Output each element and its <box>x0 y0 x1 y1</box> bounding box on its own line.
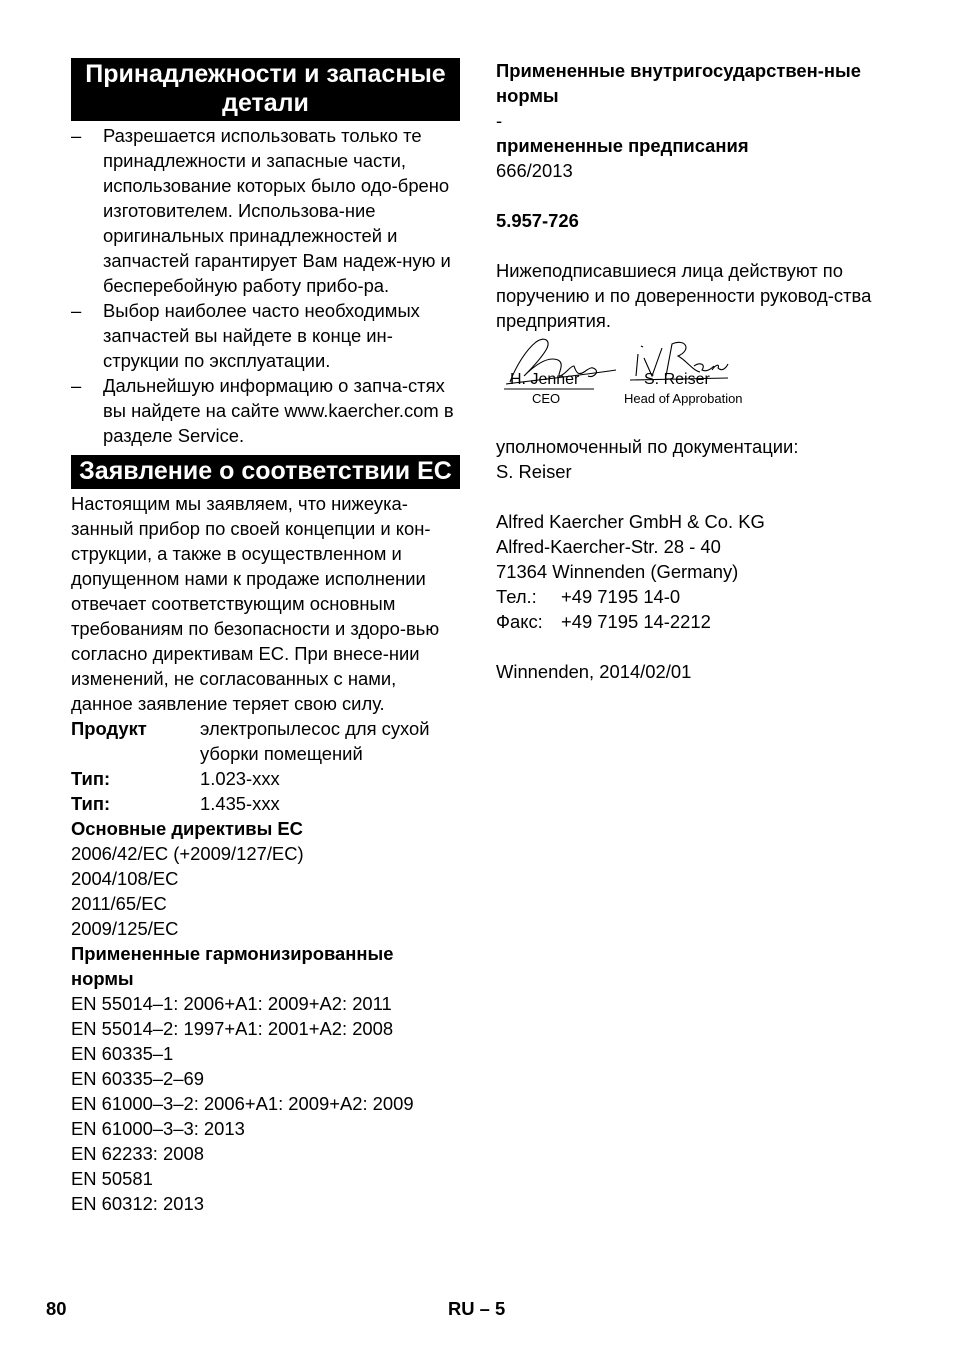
list-item-text: Разрешается использовать только те принадлежности и запасные части, использование которых было одо-брено изготовителем. Использова-ние оригинальных принадлежностей и запчастей гарантирует Вам надеж-ную и бесперебойную работу прибо-ра. <box>103 125 451 296</box>
spacer <box>496 233 896 258</box>
declaration-heading: Заявление о соответствии ЕС <box>71 455 460 489</box>
list-item <box>71 123 460 298</box>
fax-row <box>496 609 896 634</box>
norm-item: EN 55014–2: 1997+A1: 2001+A2: 2008 <box>71 1018 394 1039</box>
document-number: 5.957-726 <box>496 210 579 231</box>
signatories-text: Нижеподписавшиеся лица действуют по поручению и по доверенности руковод-ства предприятия. <box>496 260 872 331</box>
norm-item: EN 50581 <box>71 1168 153 1189</box>
product-value: электропылесос для сухой уборки помещений <box>200 718 430 764</box>
norm-item: EN 60335–1 <box>71 1043 174 1064</box>
list-item <box>71 298 460 373</box>
directive-item: 2011/65/EC <box>71 893 167 914</box>
company-name: Alfred Kaercher GmbH & Co. KG <box>496 511 765 532</box>
spacer <box>496 183 896 208</box>
directive-item: 2004/108/EC <box>71 868 179 889</box>
norm-item: EN 55014–1: 2006+A1: 2009+A2: 2011 <box>71 993 392 1014</box>
type-row <box>71 766 460 791</box>
type-row <box>71 791 460 816</box>
phone-value: +49 7195 14-0 <box>561 586 681 607</box>
signer-1-role: CEO <box>532 391 561 406</box>
signer-2-name: S. Reiser <box>644 371 710 388</box>
signer-1-name: H. Jenner <box>510 371 580 388</box>
authorized-label: уполномоченный по документации: <box>496 436 799 457</box>
company-city: 71364 Winnenden (Germany) <box>496 561 739 582</box>
accessories-heading: Принадлежности и запасные детали <box>71 58 460 121</box>
phone-label: Тел.: <box>496 586 537 607</box>
phone-row <box>496 584 896 609</box>
national-norms-value: - <box>496 110 503 131</box>
declaration-intro: Настоящим мы заявляем, что нижеука-занный прибор по своей концепции и кон-струкции, а также в осуществленном и допущенном нами к продаже исполнении отвечает соответствующим основным требованиям по безопасности и здоро-вью согласно директивам ЕС. При внесе-нии изменений, не согласованных с нами, данное заявление теряет свою силу. <box>71 493 440 714</box>
type-label: Тип: <box>71 793 111 814</box>
place-date: Winnenden, 2014/02/01 <box>496 661 692 682</box>
directive-item: 2009/125/EC <box>71 918 179 939</box>
norm-item: EN 61000–3–2: 2006+A1: 2009+A2: 2009 <box>71 1093 414 1114</box>
page-number: 80 <box>46 1298 67 1319</box>
right-column <box>496 58 896 684</box>
regulations-label: примененные предписания <box>496 135 749 156</box>
directive-item: 2006/42/EC (+2009/127/EC) <box>71 843 304 864</box>
norm-item: EN 60335–2–69 <box>71 1068 204 1089</box>
dash-marker: – <box>71 375 82 396</box>
left-column <box>71 58 460 1216</box>
directives-label: Основные директивы ЕС <box>71 818 303 839</box>
spacer <box>496 634 896 659</box>
product-row <box>71 716 460 766</box>
harmonized-label: Примененные гармонизированные нормы <box>71 943 394 989</box>
accessories-list <box>71 123 460 448</box>
list-item-text: Выбор наиболее часто необходимых запчастей вы найдете в конце ин-струкции по эксплуатации. <box>103 300 420 371</box>
fax-value: +49 7195 14-2212 <box>561 611 711 632</box>
national-norms-label: Примененные внутригосударствен-ные нормы <box>496 60 861 106</box>
authorized-name: S. Reiser <box>496 461 572 482</box>
regulations-value: 666/2013 <box>496 160 573 181</box>
list-item-text: Дальнейшую информацию о запча-стях вы найдете на сайте www.kaercher.com в разделе Service. <box>103 375 454 446</box>
type-value: 1.435-xxx <box>200 793 280 814</box>
dash-marker: – <box>71 300 82 321</box>
company-street: Alfred-Kaercher-Str. 28 - 40 <box>496 536 721 557</box>
norm-item: EN 62233: 2008 <box>71 1143 204 1164</box>
product-label: Продукт <box>71 718 147 739</box>
norm-item: EN 60312: 2013 <box>71 1193 204 1214</box>
spacer <box>496 484 896 509</box>
signatures-block <box>496 336 896 434</box>
norm-item: EN 61000–3–3: 2013 <box>71 1118 245 1139</box>
dash-marker: – <box>71 125 82 146</box>
fax-label: Факс: <box>496 611 543 632</box>
signer-2-role: Head of Approbation <box>624 391 743 406</box>
type-value: 1.023-xxx <box>200 768 280 789</box>
list-item <box>71 373 460 448</box>
section-marker: RU – 5 <box>448 1298 506 1319</box>
type-label: Тип: <box>71 768 111 789</box>
